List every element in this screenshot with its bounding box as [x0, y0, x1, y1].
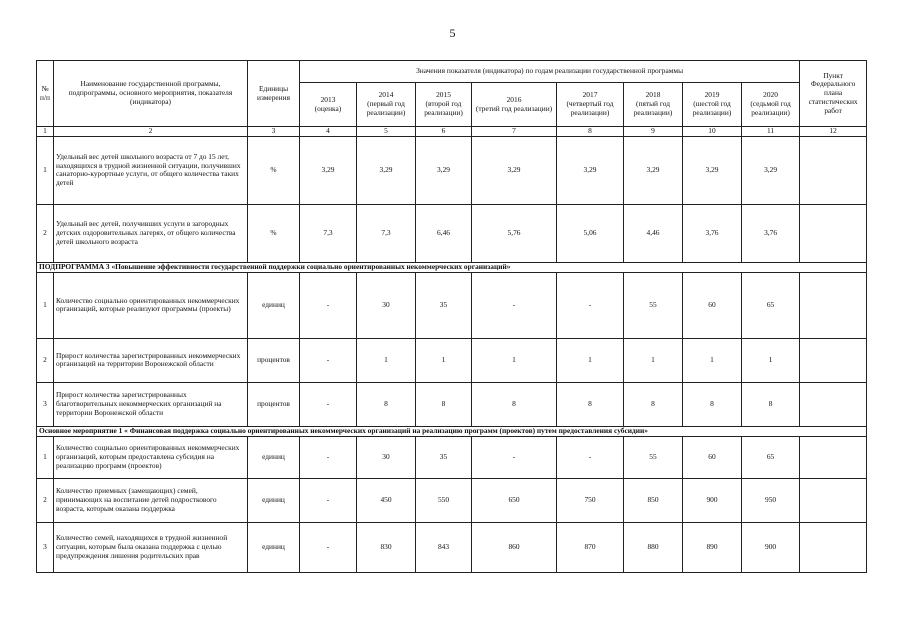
indicator-name: Количество приемных (замещающих) семей, принимающих на воспитание детей подросткового возраста, которым оказана поддержка: [54, 478, 248, 522]
stat-point-cell: [800, 204, 867, 262]
table-row: [37, 136, 867, 204]
value-cell: 900: [742, 522, 800, 572]
unit-cell: процентов: [248, 382, 300, 426]
header-unit: Единицы измерения: [248, 61, 300, 127]
header-year: 2016 (третий год реализации): [472, 83, 557, 127]
section-row: [37, 262, 867, 272]
stat-point-cell: [800, 338, 867, 382]
column-number: 2: [54, 127, 248, 137]
value-cell: 650: [472, 478, 557, 522]
value-cell: 8: [742, 382, 800, 426]
value-cell: 8: [557, 382, 624, 426]
table-row: [37, 436, 867, 478]
column-number: 6: [416, 127, 472, 137]
header-year: 2017 (четвертый год реализации): [557, 83, 624, 127]
value-cell: 5,76: [472, 204, 557, 262]
value-cell: 60: [683, 272, 742, 338]
value-cell: 450: [357, 478, 416, 522]
value-cell: 7,3: [300, 204, 357, 262]
value-cell: 65: [742, 436, 800, 478]
value-cell: 35: [416, 272, 472, 338]
value-cell: 3,29: [472, 136, 557, 204]
value-cell: 850: [624, 478, 683, 522]
value-cell: 30: [357, 436, 416, 478]
column-number: 1: [37, 127, 54, 137]
header-year: 2018 (пятый год реализации): [624, 83, 683, 127]
column-number: 7: [472, 127, 557, 137]
indicator-name: Удельный вес детей, получивших услуги в загородных детских оздоровительных лагерях, от общего количества детей школьного возраста: [54, 204, 248, 262]
table-row: [37, 338, 867, 382]
value-cell: 60: [683, 436, 742, 478]
table-row: [37, 382, 867, 426]
stat-point-cell: [800, 272, 867, 338]
value-cell: 3,76: [683, 204, 742, 262]
value-cell: 3,29: [624, 136, 683, 204]
value-cell: 8: [472, 382, 557, 426]
value-cell: 860: [472, 522, 557, 572]
header-num: № п/п: [37, 61, 54, 127]
value-cell: 6,46: [416, 204, 472, 262]
value-cell: 900: [683, 478, 742, 522]
row-number: 1: [37, 136, 54, 204]
stat-point-cell: [800, 136, 867, 204]
header-year: 2020 (седьмой год реализации): [742, 83, 800, 127]
section-row: [37, 426, 867, 436]
value-cell: 950: [742, 478, 800, 522]
column-number: 12: [800, 127, 867, 137]
value-cell: 1: [683, 338, 742, 382]
unit-cell: единиц: [248, 522, 300, 572]
value-cell: 30: [357, 272, 416, 338]
header-stat-point: Пункт Федерального плана статистических работ: [800, 61, 867, 127]
indicator-name: Прирост количества зарегистрированных благотворительных некоммерческих организаций на территории Воронежской области: [54, 382, 248, 426]
value-cell: 35: [416, 436, 472, 478]
indicator-name: Количество социально ориентированных некоммерческих организаций, которые реализуют программы (проекты): [54, 272, 248, 338]
value-cell: 1: [416, 338, 472, 382]
value-cell: 4,46: [624, 204, 683, 262]
header-year: 2014 (первый год реализации): [357, 83, 416, 127]
stat-point-cell: [800, 436, 867, 478]
value-cell: 1: [624, 338, 683, 382]
value-cell: 5,06: [557, 204, 624, 262]
value-cell: -: [300, 436, 357, 478]
value-cell: 830: [357, 522, 416, 572]
column-number: 11: [742, 127, 800, 137]
unit-cell: единиц: [248, 436, 300, 478]
value-cell: -: [472, 272, 557, 338]
value-cell: 55: [624, 436, 683, 478]
stat-point-cell: [800, 478, 867, 522]
row-number: 1: [37, 436, 54, 478]
table-row: [37, 478, 867, 522]
row-number: 2: [37, 478, 54, 522]
value-cell: -: [472, 436, 557, 478]
section-title: ПОДПРОГРАММА 3 «Повышение эффективности государственной поддержки социально ориентированных некоммерческих организаций»: [37, 262, 867, 272]
value-cell: 3,29: [683, 136, 742, 204]
value-cell: 8: [683, 382, 742, 426]
column-number: 3: [248, 127, 300, 137]
indicator-name: Количество семей, находящихся в трудной жизненной ситуации, которым была оказана поддержка с целью предупреждения лишения родительских прав: [54, 522, 248, 572]
value-cell: 8: [624, 382, 683, 426]
row-number: 2: [37, 204, 54, 262]
value-cell: -: [300, 272, 357, 338]
column-number: 5: [357, 127, 416, 137]
indicator-table: [36, 60, 867, 573]
section-title: Основное мероприятие 1 « Финансовая поддержка социально ориентированных некоммерческих организаций на реализацию программ (проектов) путем предоставления субсидии»: [37, 426, 867, 436]
header-year: 2013 (оценка): [300, 83, 357, 127]
value-cell: 880: [624, 522, 683, 572]
table-row: [37, 204, 867, 262]
row-number: 1: [37, 272, 54, 338]
header-year: 2019 (шестой год реализации): [683, 83, 742, 127]
value-cell: -: [557, 272, 624, 338]
table-row: [37, 522, 867, 572]
header-name: Наименование государственной программы, подпрограммы, основного мероприятия, показателя (индикатора): [54, 61, 248, 127]
value-cell: 3,29: [557, 136, 624, 204]
value-cell: 3,29: [742, 136, 800, 204]
unit-cell: %: [248, 136, 300, 204]
value-cell: 1: [557, 338, 624, 382]
value-cell: 750: [557, 478, 624, 522]
unit-cell: %: [248, 204, 300, 262]
value-cell: 890: [683, 522, 742, 572]
unit-cell: единиц: [248, 478, 300, 522]
column-number: 10: [683, 127, 742, 137]
unit-cell: единиц: [248, 272, 300, 338]
table-row: [37, 272, 867, 338]
value-cell: 843: [416, 522, 472, 572]
value-cell: -: [300, 338, 357, 382]
value-cell: 7,3: [357, 204, 416, 262]
indicator-name: Количество социально ориентированных некоммерческих организаций, которым предоставлена субсидия на реализацию программ (проектов): [54, 436, 248, 478]
stat-point-cell: [800, 382, 867, 426]
value-cell: 3,76: [742, 204, 800, 262]
row-number: 3: [37, 522, 54, 572]
value-cell: 65: [742, 272, 800, 338]
column-number: 4: [300, 127, 357, 137]
indicator-name: Прирост количества зарегистрированных некоммерческих организаций на территории Воронежской области: [54, 338, 248, 382]
value-cell: 3,29: [357, 136, 416, 204]
value-cell: 8: [357, 382, 416, 426]
column-number: 9: [624, 127, 683, 137]
indicator-name: Удельный вес детей школьного возраста от 7 до 15 лет, находящихся в трудной жизненной ситуации, получивших санаторно-курортные услуги, от общего количества таких детей: [54, 136, 248, 204]
row-number: 3: [37, 382, 54, 426]
header-year: 2015 (второй год реализации): [416, 83, 472, 127]
stat-point-cell: [800, 522, 867, 572]
value-cell: 55: [624, 272, 683, 338]
page-number: 5: [449, 26, 456, 40]
value-cell: 8: [416, 382, 472, 426]
column-number: 8: [557, 127, 624, 137]
column-number-row: [37, 127, 867, 137]
unit-cell: процентов: [248, 338, 300, 382]
value-cell: -: [300, 522, 357, 572]
value-cell: -: [300, 382, 357, 426]
value-cell: -: [557, 436, 624, 478]
value-cell: 1: [742, 338, 800, 382]
value-cell: -: [300, 478, 357, 522]
value-cell: 1: [357, 338, 416, 382]
value-cell: 3,29: [416, 136, 472, 204]
value-cell: 870: [557, 522, 624, 572]
value-cell: 3,29: [300, 136, 357, 204]
value-cell: 1: [472, 338, 557, 382]
value-cell: 550: [416, 478, 472, 522]
header-values: Значения показателя (индикатора) по годам реализации государственной программы: [300, 61, 800, 83]
row-number: 2: [37, 338, 54, 382]
